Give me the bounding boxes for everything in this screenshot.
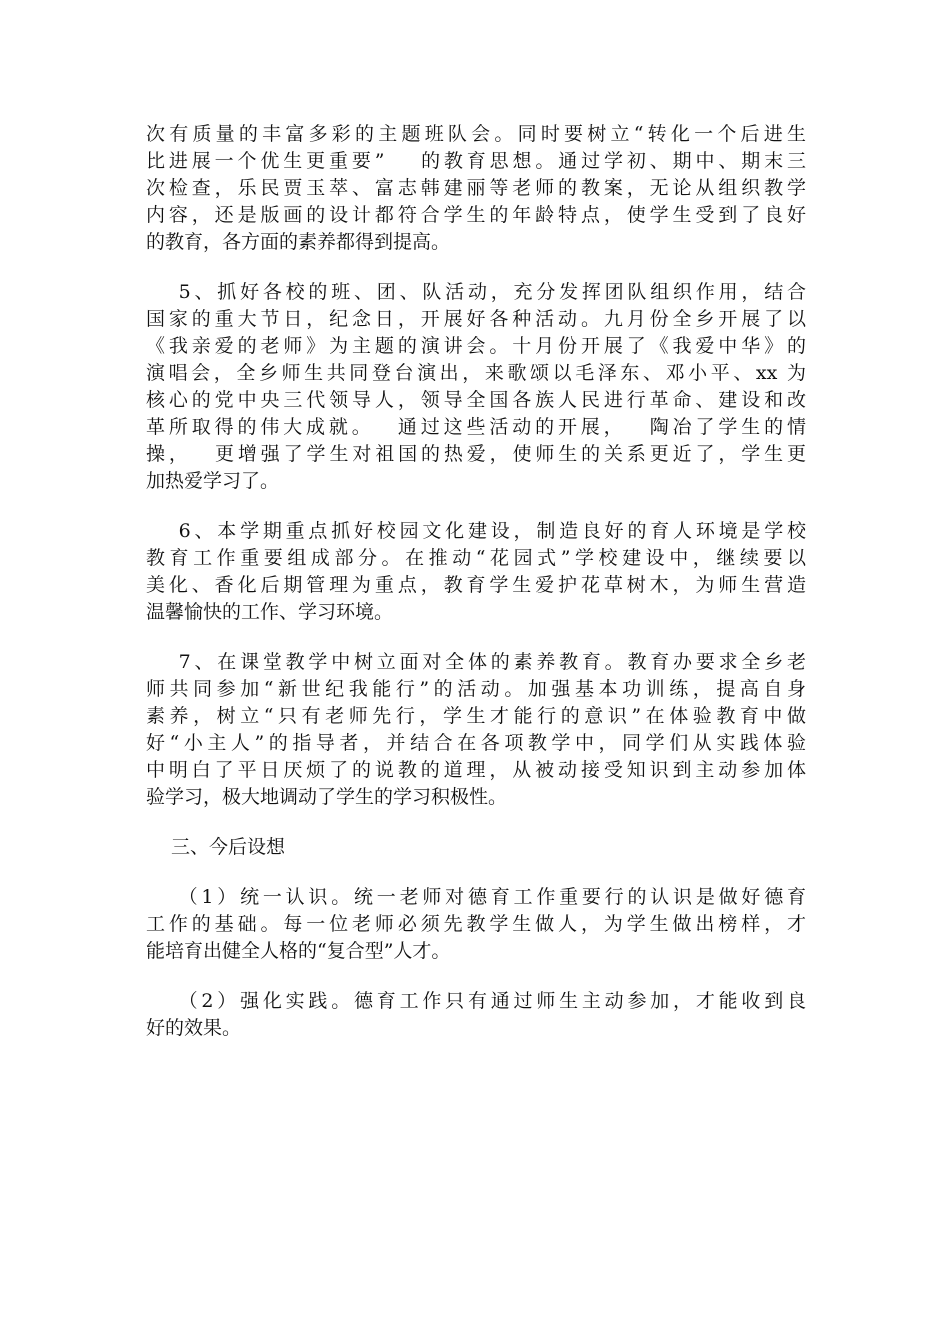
text-line: 操， 更增强了学生对祖国的热爱，使师生的关系更近了，学生更 (146, 443, 806, 465)
paragraph-item-7 (146, 649, 806, 811)
text-line: 次有质量的丰富多彩的主题班队会。同时要树立“转化一个后进生 (146, 123, 806, 145)
text-line: 美化、香化后期管理为重点，教育学生爱护花草树木，为师生营造 (146, 574, 806, 596)
text-line: 好的效果。 (146, 1017, 242, 1039)
paragraph-item-5 (146, 279, 806, 495)
text-line: 中明白了平日厌烦了的说教的道理，从被动接受知识到主动参加体 (146, 759, 806, 781)
text-line: 工作的基础。每一位老师必须先教学生做人，为学生做出榜样，才 (146, 913, 806, 935)
text-line: 的教育，各方面的素养都得到提高。 (146, 231, 451, 253)
text-line: 能培育出健全人格的“复合型”人才。 (146, 940, 451, 962)
document-body (146, 121, 806, 1065)
text-line: 好“小主人”的指导者，并结合在各项教学中，同学们从实践体验 (146, 732, 806, 754)
text-line: 国家的重大节日，纪念日，开展好各种活动。九月份全乡开展了以 (146, 308, 806, 330)
text-line: 素养，树立“只有老师先行，学生才能行的意识”在体验教育中做 (146, 705, 806, 727)
text-line: 次检查，乐民贾玉萃、富志韩建丽等老师的教案，无论从组织教学 (146, 177, 806, 199)
text-line: 温馨愉快的工作、学习环境。 (146, 601, 394, 623)
text-line: 5、抓好各校的班、团、队活动，充分发挥团队组织作用，结合 (146, 281, 806, 303)
text-line: 比进展一个优生更重要” 的教育思想。通过学初、期中、期末三 (146, 150, 806, 172)
text-line: 演唱会，全乡师生共同登台演出，来歌颂以毛泽东、邓小平、xx 为 (146, 362, 806, 384)
paragraph-item-6 (146, 518, 806, 626)
text-line: 7、在课堂教学中树立面对全体的素养教育。教育办要求全乡老 (146, 651, 806, 673)
text-line: 加热爱学习了。 (146, 470, 280, 492)
text-line: 《我亲爱的老师》为主题的演讲会。十月份开展了《我爱中华》的 (146, 335, 806, 357)
paragraph-heading-3 (146, 834, 806, 861)
text-line: 核心的党中央三代领导人，领导全国各族人民进行革命、建设和改 (146, 389, 806, 411)
text-line: 教育工作重要组成部分。在推动“花园式”学校建设中，继续要以 (146, 547, 806, 569)
text-line: （1）统一认识。统一老师对德育工作重要行的认识是做好德育 (146, 886, 806, 908)
text-line: 内容，还是版画的设计都符合学生的年龄特点，使学生受到了良好 (146, 204, 806, 226)
text-line: 6、本学期重点抓好校园文化建设，制造良好的育人环境是学校 (146, 520, 806, 542)
text-line: 三、今后设想 (146, 836, 286, 858)
paragraph-continuation (146, 121, 806, 256)
text-line: 验学习，极大地调动了学生的学习积极性。 (146, 786, 508, 808)
paragraph-sub-2 (146, 988, 806, 1042)
text-line: （2）强化实践。德育工作只有通过师生主动参加，才能收到良 (146, 990, 806, 1012)
text-line: 师共同参加“新世纪我能行”的活动。加强基本功训练，提高自身 (146, 678, 806, 700)
text-line: 革所取得的伟大成就。 通过这些活动的开展， 陶冶了学生的情 (146, 416, 806, 438)
paragraph-sub-1 (146, 884, 806, 965)
